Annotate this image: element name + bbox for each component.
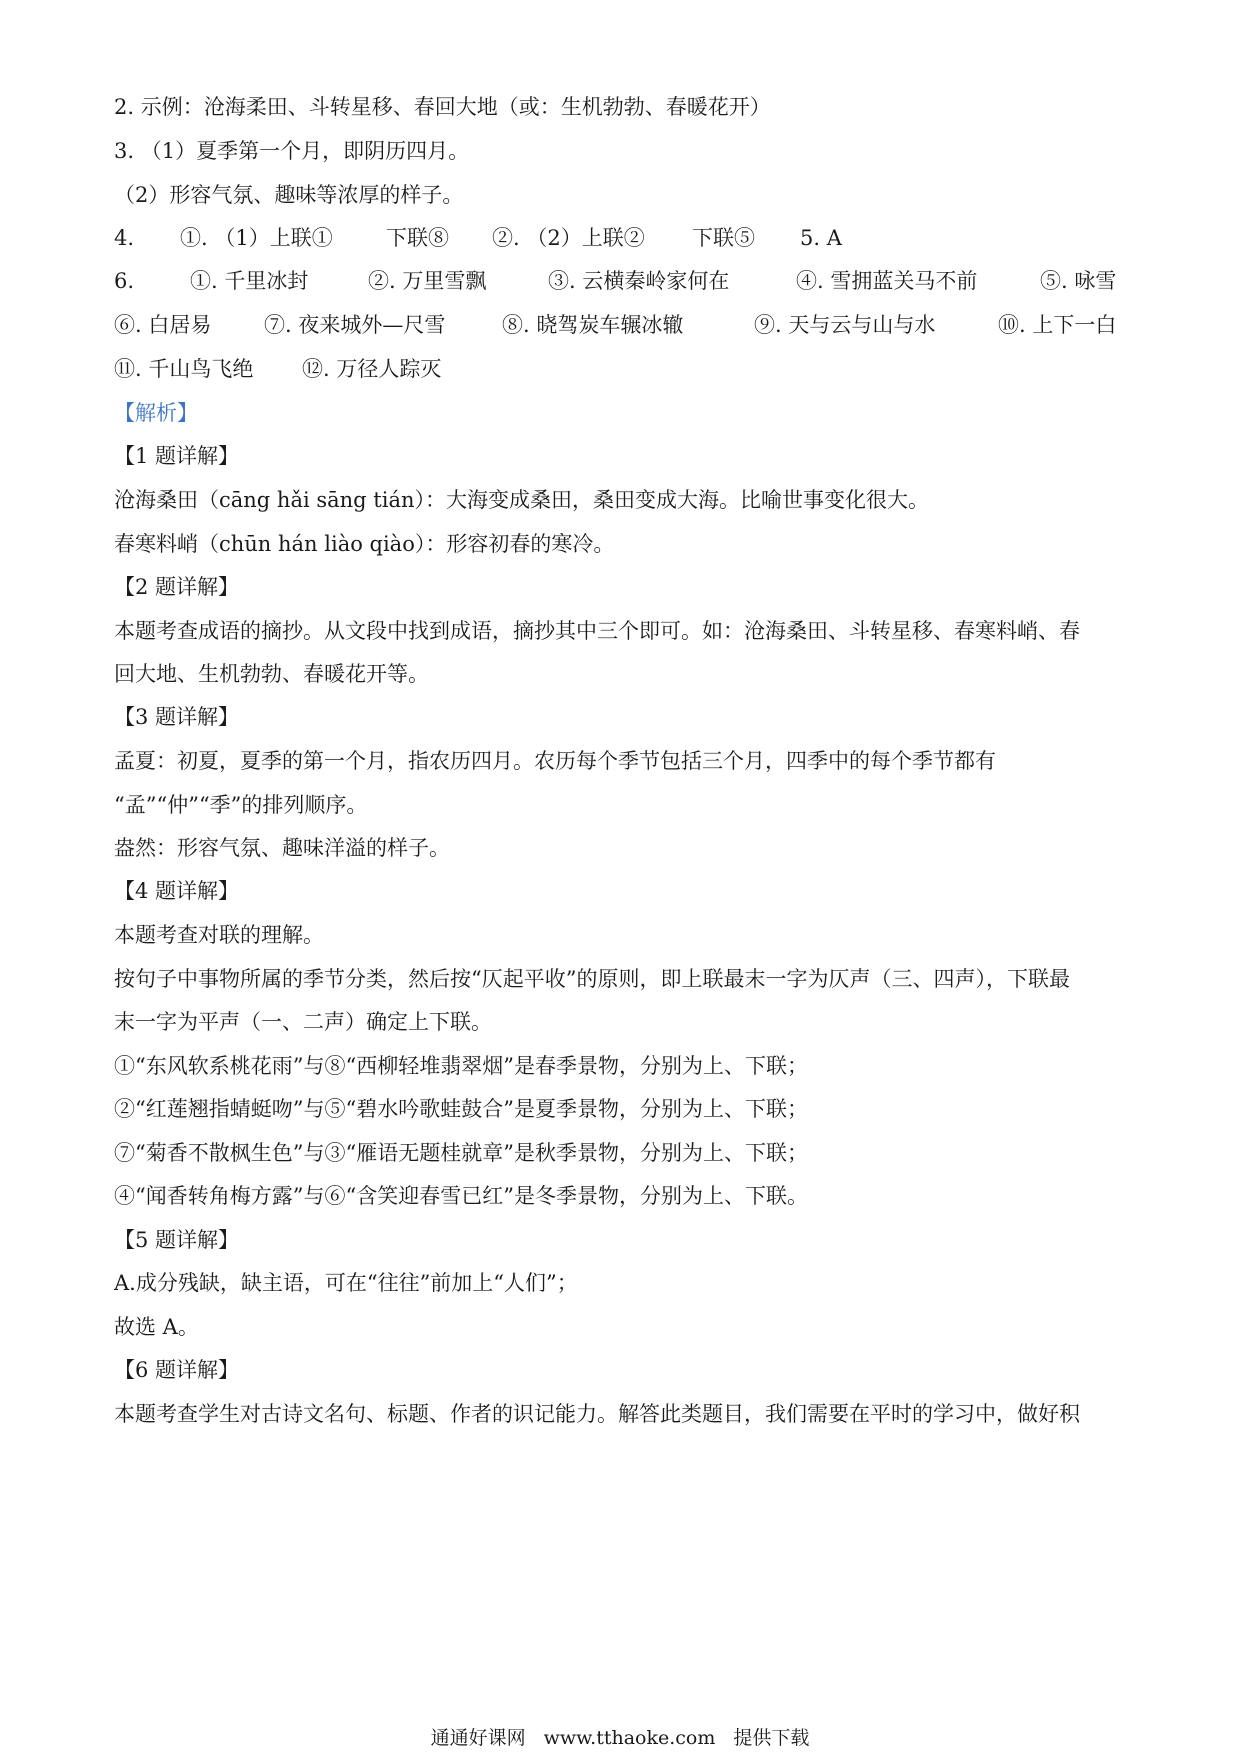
q1-line-1: 沧海桑田（cāng hǎi sāng tián）：大海变成桑田，桑田变成大海。比喻世事变化很大。	[114, 488, 929, 512]
q4-line-6: ⑦“菊香不散枫生色”与③“雁语无题桂就章”是秋季景物，分别为上、下联；	[114, 1141, 808, 1165]
answer-6-number: 6.	[114, 269, 135, 293]
q3-line-3: 盎然：形容气氛、趣味洋溢的样子。	[114, 836, 450, 860]
answer-5: 5. A	[800, 226, 842, 250]
answer-6-item: ⑤. 咏雪	[1040, 269, 1117, 293]
answer-4-number: 4.	[114, 226, 135, 250]
q1-line-2: 春寒料峭（chūn hán liào qiào）：形容初春的寒冷。	[114, 532, 615, 556]
answer-6-item: ②. 万里雪飘	[368, 269, 487, 293]
q4-line-1: 本题考查对联的理解。	[114, 923, 324, 947]
page-footer	[0, 1726, 1240, 1750]
q6-title: 【6 题详解】	[114, 1358, 240, 1382]
answer-6-item: ③. 云横秦岭家何在	[548, 269, 730, 293]
answer-6-item: ④. 雪拥蓝关马不前	[796, 269, 978, 293]
answer-4-item: ①. （1）上联①	[180, 226, 333, 250]
q3-title: 【3 题详解】	[114, 705, 240, 729]
q5-line-2: 故选 A。	[114, 1315, 199, 1339]
q3-line-1: 孟夏：初夏，夏季的第一个月，指农历四月。农历每个季节包括三个月，四季中的每个季节都有	[114, 749, 996, 773]
answer-2: 2. 示例：沧海柔田、斗转星移、春回大地（或：生机勃勃、春暖花开）	[114, 95, 771, 119]
q2-title: 【2 题详解】	[114, 575, 240, 599]
q2-line-2: 回大地、生机勃勃、春暖花开等。	[114, 662, 429, 686]
analysis-heading: 【解析】	[114, 401, 198, 425]
answer-6-item: ⑧. 晓驾炭车辗冰辙	[502, 313, 684, 337]
answer-6-item: ⑩. 上下一白	[998, 313, 1117, 337]
q4-line-4: ①“东风软系桃花雨”与⑧“西柳轻堆翡翠烟”是春季景物，分别为上、下联；	[114, 1054, 808, 1078]
footer-url[interactable]: www.tthaoke.com	[543, 1727, 716, 1749]
answer-6-item: ⑪. 千山鸟飞绝	[114, 357, 254, 381]
answer-3-2: （2）形容气氛、趣味等浓厚的样子。	[114, 183, 464, 207]
footer-site-name: 通通好课网	[430, 1727, 526, 1749]
answer-6-item: ⑫. 万径人踪灭	[302, 357, 442, 381]
answer-6-item: ①. 千里冰封	[190, 269, 309, 293]
q1-title: 【1 题详解】	[114, 444, 240, 468]
answer-6-item: ⑨. 天与云与山与水	[754, 313, 936, 337]
q4-line-7: ④“闻香转角梅方露”与⑥“含笑迎春雪已红”是冬季景物，分别为上、下联。	[114, 1184, 808, 1208]
answer-4-item: ②. （2）上联②	[492, 226, 645, 250]
footer-suffix: 提供下载	[733, 1727, 810, 1749]
answer-6-item: ⑥. 白居易	[114, 313, 212, 337]
q4-title: 【4 题详解】	[114, 879, 240, 903]
q2-line-1: 本题考查成语的摘抄。从文段中找到成语，摘抄其中三个即可。如：沧海桑田、斗转星移、春寒料峭、春	[114, 619, 1080, 643]
answer-4-item: 下联⑤	[692, 226, 755, 250]
answer-3-1: 3. （1）夏季第一个月，即阴历四月。	[114, 139, 470, 163]
q3-line-2: “孟”“仲”“季”的排列顺序。	[114, 793, 368, 817]
q5-title: 【5 题详解】	[114, 1228, 240, 1252]
q6-line-1: 本题考查学生对古诗文名句、标题、作者的识记能力。解答此类题目，我们需要在平时的学习中，做好积	[114, 1402, 1080, 1426]
answer-6-item: ⑦. 夜来城外—尺雪	[264, 313, 446, 337]
q5-line-1: A.成分残缺，缺主语，可在“往往”前加上“人们”；	[114, 1271, 578, 1295]
q4-line-3: 末一字为平声（一、二声）确定上下联。	[114, 1010, 492, 1034]
q4-line-5: ②“红莲翘指蜻蜓吻”与⑤“碧水吟歌蛙鼓合”是夏季景物，分别为上、下联；	[114, 1097, 808, 1121]
q4-line-2: 按句子中事物所属的季节分类，然后按“仄起平收”的原则，即上联最末一字为仄声（三、四声），下联最	[114, 967, 1070, 991]
answer-4-item: 下联⑧	[386, 226, 449, 250]
